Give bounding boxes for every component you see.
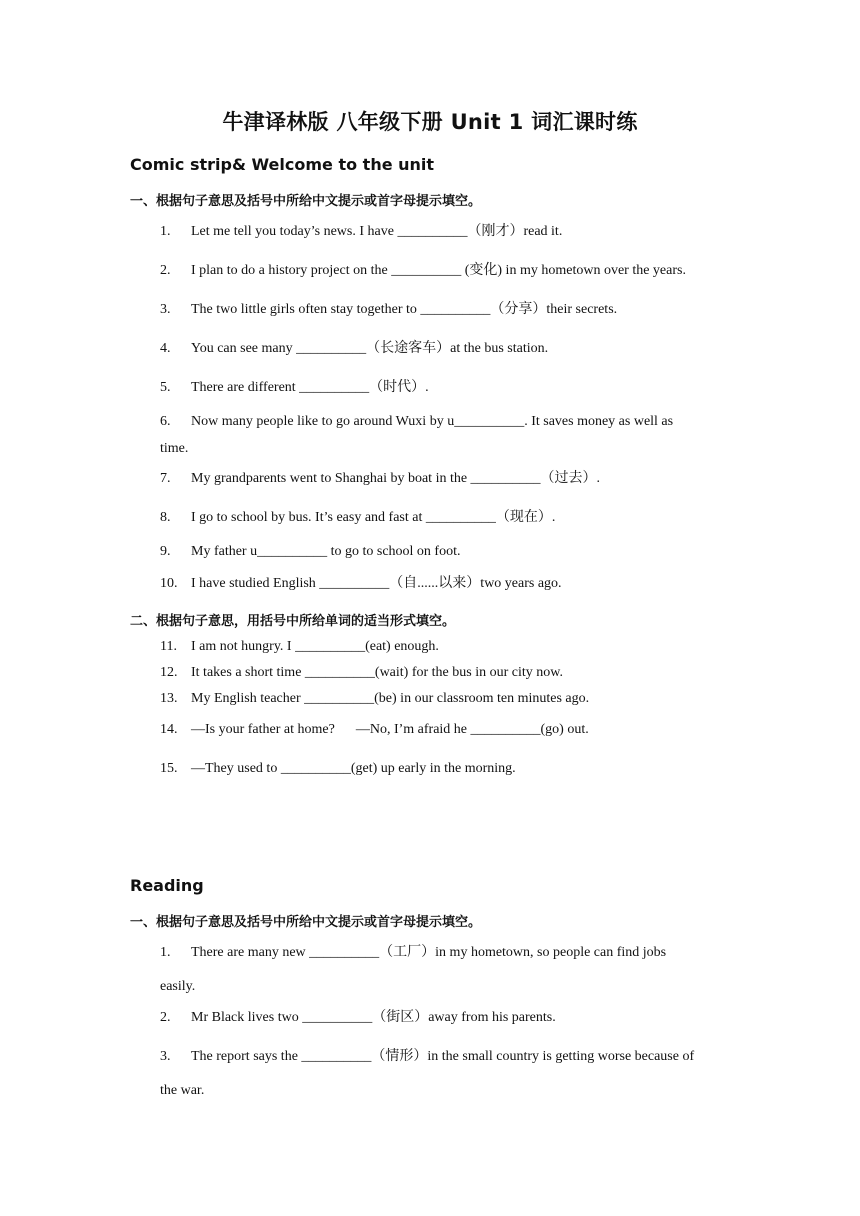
- question-number: 1.: [160, 224, 171, 239]
- instruction-part-a: 一、根据句子意思及括号中所给中文提示或首字母提示填空。: [130, 915, 482, 930]
- question-item: [160, 660, 740, 686]
- section-heading-comic-strip: Comic strip& Welcome to the unit: [130, 155, 435, 174]
- question-number: 14.: [160, 722, 178, 737]
- question-text: There are many new __________（工厂）in my hometown, so people can find jobs: [191, 945, 667, 960]
- question-item: [160, 539, 740, 565]
- question-text: Mr Black lives two __________（街区）away from his parents.: [191, 1010, 556, 1025]
- question-text: The report says the __________（情形）in the small country is getting worse because of: [191, 1049, 695, 1064]
- question-item: [160, 466, 740, 492]
- question-item: [160, 1044, 740, 1070]
- question-number: 11.: [160, 639, 177, 654]
- question-item: [160, 409, 740, 435]
- question-item: [160, 571, 740, 597]
- question-number: 2.: [160, 263, 171, 278]
- question-text: Now many people like to go around Wuxi by u__________. It saves money as well as: [191, 414, 674, 429]
- question-text: —They used to __________(get) up early in the morning.: [191, 761, 516, 776]
- question-number: 7.: [160, 471, 171, 486]
- question-number: 4.: [160, 341, 171, 356]
- question-number: 6.: [160, 414, 171, 429]
- question-text: My grandparents went to Shanghai by boat in the __________（过去）.: [191, 471, 601, 486]
- question-number: 5.: [160, 380, 171, 395]
- question-number: 8.: [160, 510, 171, 525]
- question-text: —Is your father at home? —No, I’m afraid he __________(go) out.: [191, 722, 589, 737]
- question-text: Let me tell you today’s news. I have __________（刚才）read it.: [191, 224, 563, 239]
- question-number: 2.: [160, 1010, 171, 1025]
- question-text-continuation: time.: [160, 441, 189, 456]
- question-text: I go to school by bus. It’s easy and fast at __________（现在）.: [191, 510, 556, 525]
- question-item: [160, 940, 740, 966]
- section-heading-reading: Reading: [130, 876, 204, 895]
- page-title: 牛津译林版 八年级下册 Unit 1 词汇课时练: [222, 110, 638, 134]
- instruction-part-b: 二、根据句子意思，用括号中所给单词的适当形式填空。: [130, 614, 456, 629]
- question-text: The two little girls often stay together to __________（分享）their secrets.: [191, 302, 618, 317]
- question-number: 15.: [160, 761, 178, 776]
- question-item: [160, 717, 740, 743]
- question-text-continuation: easily.: [160, 979, 196, 994]
- question-item: [160, 686, 740, 712]
- question-text: I plan to do a history project on the __________ (变化) in my hometown over the years.: [191, 263, 686, 278]
- question-item: [160, 505, 740, 531]
- question-text: It takes a short time __________(wait) for the bus in our city now.: [191, 665, 563, 680]
- question-text: I am not hungry. I __________(eat) enough.: [191, 639, 439, 654]
- question-item: [160, 219, 740, 245]
- instruction-part-a: 一、根据句子意思及括号中所给中文提示或首字母提示填空。: [130, 194, 482, 209]
- question-text-continuation: the war.: [160, 1083, 205, 1098]
- question-item: [160, 297, 740, 323]
- question-number: 12.: [160, 665, 178, 680]
- question-item: [160, 336, 740, 362]
- question-text: You can see many __________（长途客车）at the bus station.: [191, 341, 549, 356]
- question-text: My English teacher __________(be) in our classroom ten minutes ago.: [191, 691, 590, 706]
- question-number: 9.: [160, 544, 171, 559]
- question-item: [160, 756, 740, 782]
- question-text: There are different __________（时代）.: [191, 380, 429, 395]
- question-number: 10.: [160, 576, 178, 591]
- question-item: [160, 1005, 740, 1031]
- question-item: [160, 375, 740, 401]
- question-number: 3.: [160, 1049, 171, 1064]
- question-number: 1.: [160, 945, 171, 960]
- question-number: 3.: [160, 302, 171, 317]
- question-item: [160, 634, 740, 660]
- question-number: 13.: [160, 691, 178, 706]
- question-text: My father u__________ to go to school on foot.: [191, 544, 461, 559]
- question-text: I have studied English __________（自......以来）two years ago.: [191, 576, 562, 591]
- question-item: [160, 258, 740, 284]
